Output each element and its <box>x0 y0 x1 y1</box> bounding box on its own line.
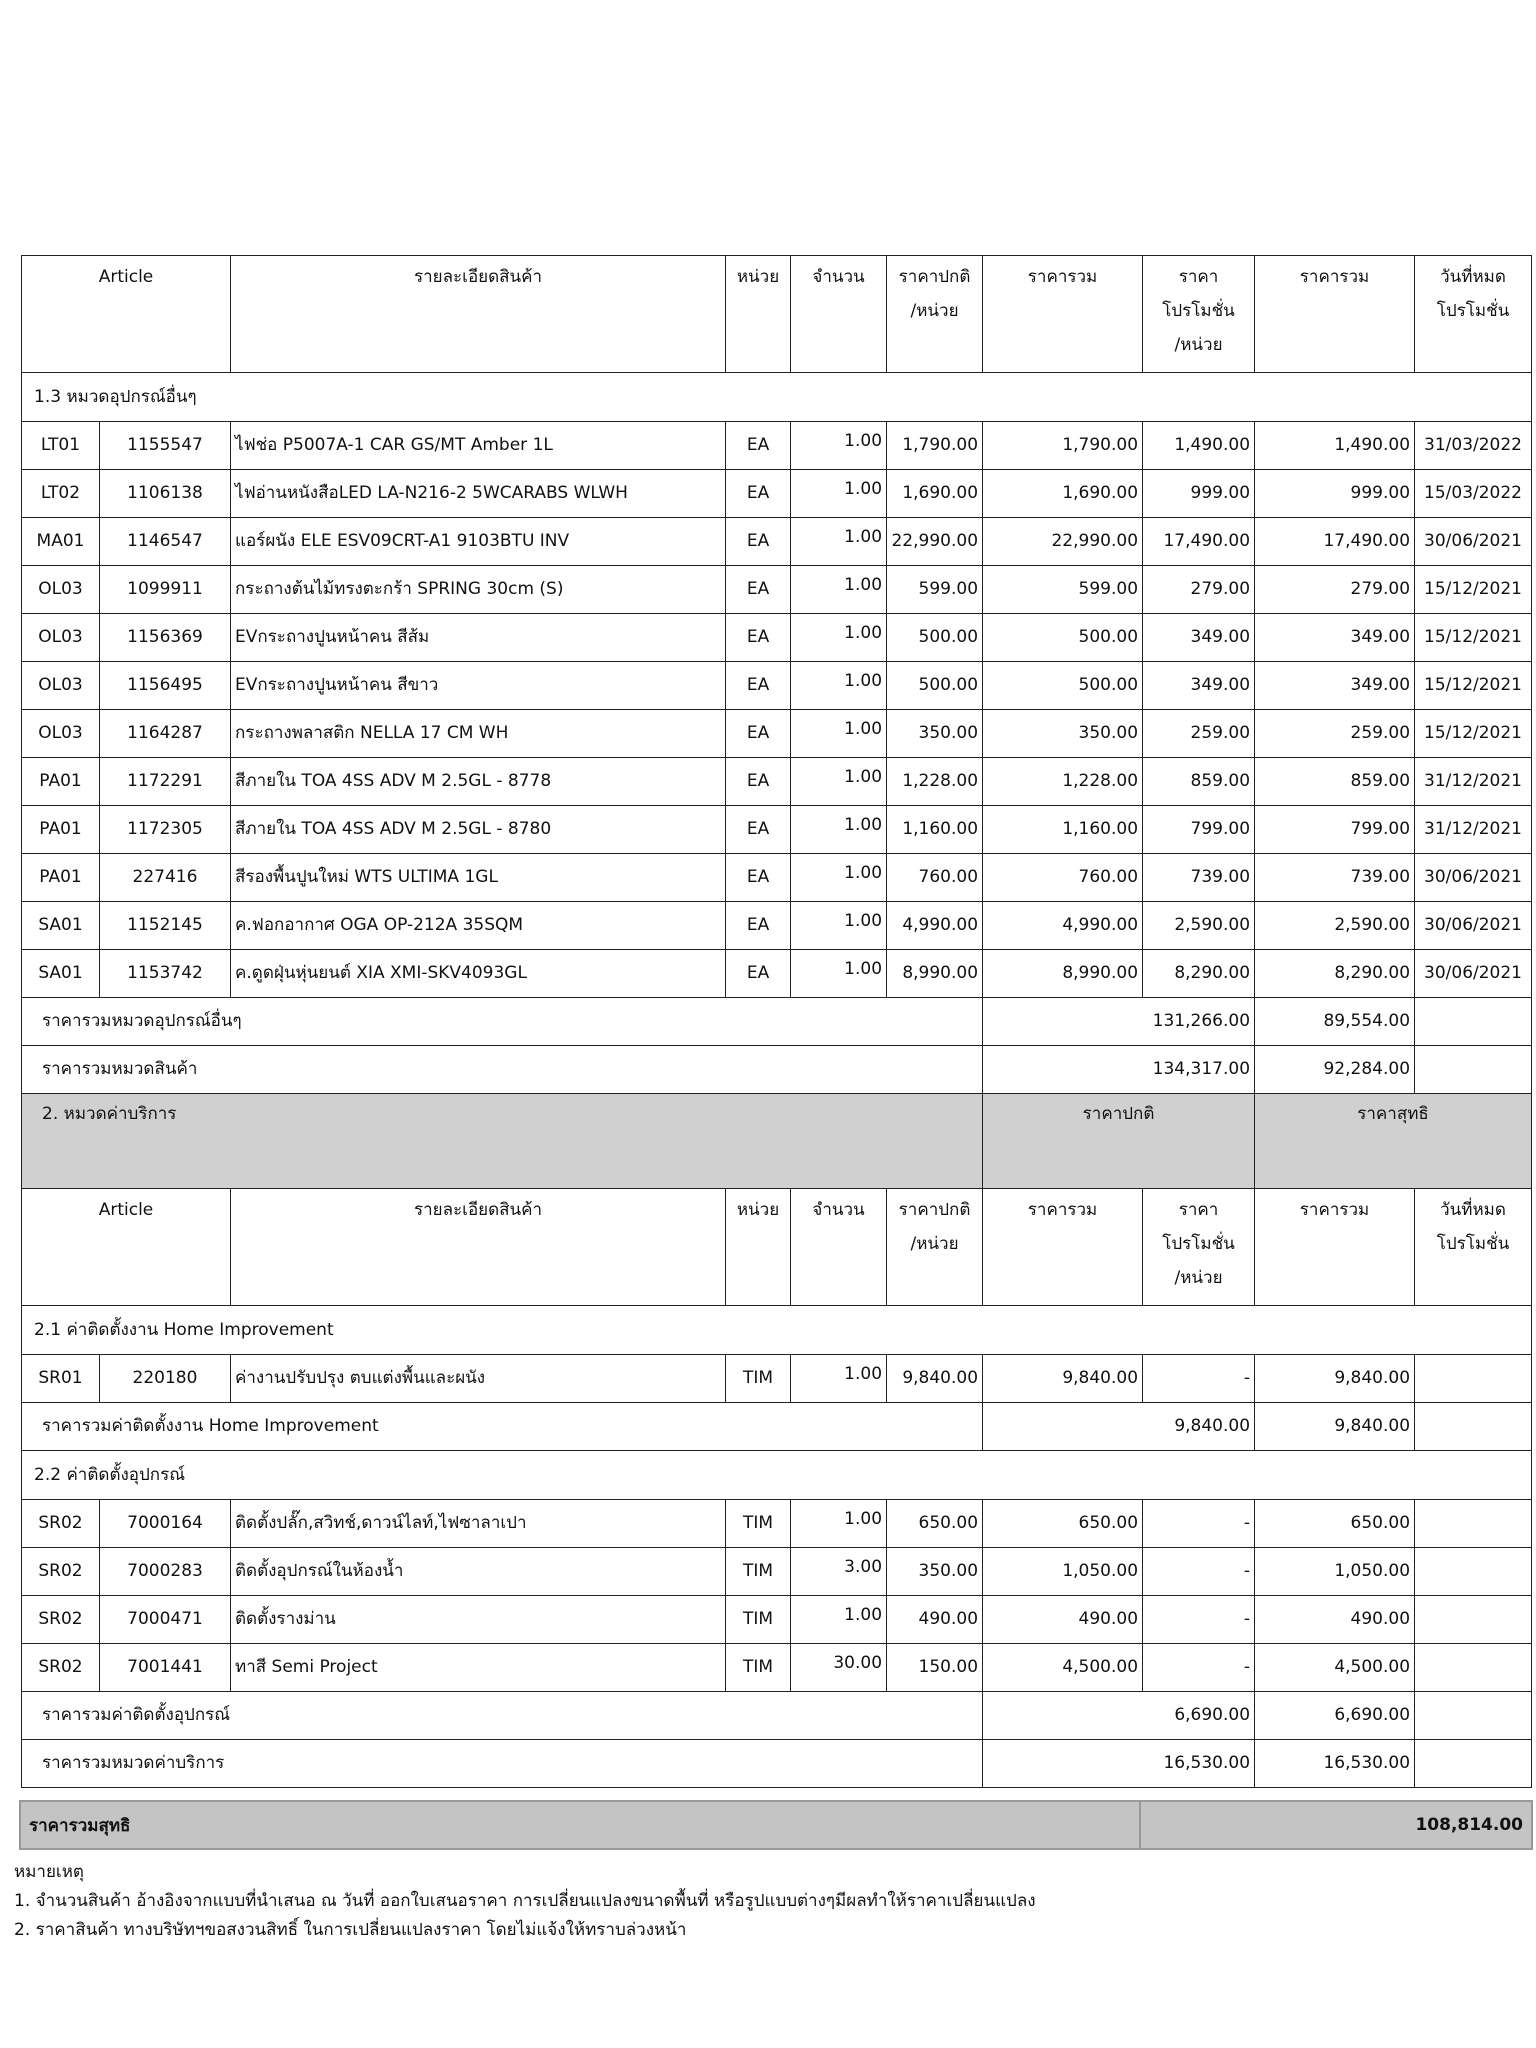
header-promo-price: ราคา โปรโมชั่น /หน่วย <box>1143 256 1255 373</box>
item-code: PA01 <box>22 854 100 902</box>
item-article: 1106138 <box>100 470 231 518</box>
products-total-normal: 134,317.00 <box>983 1046 1255 1094</box>
item-qty: 1.00 <box>791 902 887 950</box>
item-unit: EA <box>726 950 791 998</box>
item-promo-price: - <box>1143 1500 1255 1548</box>
item-unit: TIM <box>726 1596 791 1644</box>
item-code: OL03 <box>22 662 100 710</box>
header-description: รายละเอียดสินค้า <box>231 256 726 373</box>
item-promo-total: 490.00 <box>1255 1596 1415 1644</box>
item-article: 1152145 <box>100 902 231 950</box>
item-description: สีภายใน TOA 4SS ADV M 2.5GL - 8780 <box>231 806 726 854</box>
item-description: ค.ฟอกอากาศ OGA OP-212A 35SQM <box>231 902 726 950</box>
item-unit: EA <box>726 806 791 854</box>
item-unit: EA <box>726 470 791 518</box>
item-promo-price: 8,290.00 <box>1143 950 1255 998</box>
item-promo-price: 859.00 <box>1143 758 1255 806</box>
item-total: 1,790.00 <box>983 422 1143 470</box>
item-normal-price: 599.00 <box>887 566 983 614</box>
item-unit: EA <box>726 614 791 662</box>
item-qty: 1.00 <box>791 806 887 854</box>
item-unit: TIM <box>726 1355 791 1403</box>
item-promo-end: 31/03/2022 <box>1415 422 1532 470</box>
item-description: ค่างานปรับปรุง ตบแต่งพื้นและผนัง <box>231 1355 726 1403</box>
section-title-row <box>22 1451 1532 1500</box>
item-description: แอร์ผนัง ELE ESV09CRT-A1 9103BTU INV <box>231 518 726 566</box>
item-promo-end: 15/12/2021 <box>1415 566 1532 614</box>
item-qty: 1.00 <box>791 1500 887 1548</box>
item-promo-price: 349.00 <box>1143 614 1255 662</box>
header-promo-price: ราคา โปรโมชั่น /หน่วย <box>1143 1189 1255 1306</box>
table-row <box>22 566 1532 614</box>
item-normal-price: 1,790.00 <box>887 422 983 470</box>
services-total-normal: 16,530.00 <box>983 1740 1255 1788</box>
section-title: 2.2 ค่าติดตั้งอุปกรณ์ <box>22 1451 1532 1500</box>
item-qty: 1.00 <box>791 566 887 614</box>
header-normal-price: ราคาปกติ /หน่วย <box>887 256 983 373</box>
item-description: สีภายใน TOA 4SS ADV M 2.5GL - 8778 <box>231 758 726 806</box>
item-normal-price: 490.00 <box>887 1596 983 1644</box>
item-total: 9,840.00 <box>983 1355 1143 1403</box>
item-promo-total: 17,490.00 <box>1255 518 1415 566</box>
header-qty: จำนวน <box>791 256 887 373</box>
item-qty: 1.00 <box>791 710 887 758</box>
item-article: 7000471 <box>100 1596 231 1644</box>
grand-total-label: ราคารวมสุทธิ <box>20 1801 1140 1849</box>
header-total: ราคารวม <box>983 256 1143 373</box>
header-description: รายละเอียดสินค้า <box>231 1189 726 1306</box>
item-normal-price: 1,228.00 <box>887 758 983 806</box>
item-normal-price: 1,160.00 <box>887 806 983 854</box>
subtotal-normal: 9,840.00 <box>983 1403 1255 1451</box>
table-row <box>22 662 1532 710</box>
service-header-title: 2. หมวดค่าบริการ <box>22 1094 983 1189</box>
item-description: กระถางต้นไม้ทรงตะกร้า SPRING 30cm (S) <box>231 566 726 614</box>
table-row <box>22 710 1532 758</box>
item-total: 1,050.00 <box>983 1548 1143 1596</box>
item-promo-price: 259.00 <box>1143 710 1255 758</box>
header-row <box>22 256 1532 373</box>
item-code: PA01 <box>22 806 100 854</box>
item-promo-price: 279.00 <box>1143 566 1255 614</box>
item-qty: 1.00 <box>791 1355 887 1403</box>
item-code: MA01 <box>22 518 100 566</box>
item-article: 1153742 <box>100 950 231 998</box>
item-article: 7000283 <box>100 1548 231 1596</box>
table-row <box>22 422 1532 470</box>
item-normal-price: 4,990.00 <box>887 902 983 950</box>
item-promo-total: 9,840.00 <box>1255 1355 1415 1403</box>
item-total: 1,228.00 <box>983 758 1143 806</box>
item-description: ไฟอ่านหนังสือLED LA-N216-2 5WCARABS WLWH <box>231 470 726 518</box>
table-row <box>22 806 1532 854</box>
services-total-promo: 16,530.00 <box>1255 1740 1415 1788</box>
item-promo-end: 15/12/2021 <box>1415 614 1532 662</box>
item-qty: 30.00 <box>791 1644 887 1692</box>
item-promo-total: 349.00 <box>1255 614 1415 662</box>
subtotal-normal: 6,690.00 <box>983 1692 1255 1740</box>
item-promo-end: 30/06/2021 <box>1415 854 1532 902</box>
item-promo-end: 15/03/2022 <box>1415 470 1532 518</box>
item-code: LT02 <box>22 470 100 518</box>
item-normal-price: 22,990.00 <box>887 518 983 566</box>
item-total: 22,990.00 <box>983 518 1143 566</box>
table-row <box>22 1500 1532 1548</box>
item-code: SA01 <box>22 950 100 998</box>
item-promo-end <box>1415 1548 1532 1596</box>
item-promo-end <box>1415 1596 1532 1644</box>
item-qty: 1.00 <box>791 1596 887 1644</box>
item-code: SA01 <box>22 902 100 950</box>
header-promo-end: วันที่หมด โปรโมชั่น <box>1415 1189 1532 1306</box>
item-promo-total: 1,050.00 <box>1255 1548 1415 1596</box>
item-total: 599.00 <box>983 566 1143 614</box>
item-total: 500.00 <box>983 614 1143 662</box>
item-article: 1099911 <box>100 566 231 614</box>
table-row <box>22 1596 1532 1644</box>
note-1: 1. จำนวนสินค้า อ้างอิงจากแบบที่นำเสนอ ณ วันที่ ออกใบเสนอราคา การเปลี่ยนแปลงขนาดพื้นที่ หรือรูปแบบต่างๆมีผลทำให้ราคาเปลี่ยนแปลง <box>14 1891 1036 1911</box>
item-description: ติดตั้งรางม่าน <box>231 1596 726 1644</box>
subtotal-label: ราคารวมค่าติดตั้งอุปกรณ์ <box>22 1692 983 1740</box>
item-article: 227416 <box>100 854 231 902</box>
item-description: สีรองพื้นปูนใหม่ WTS ULTIMA 1GL <box>231 854 726 902</box>
item-code: OL03 <box>22 710 100 758</box>
item-promo-total: 259.00 <box>1255 710 1415 758</box>
table-row <box>22 758 1532 806</box>
table-row <box>22 1355 1532 1403</box>
item-total: 1,690.00 <box>983 470 1143 518</box>
notes <box>14 1858 1036 1945</box>
item-total: 1,160.00 <box>983 806 1143 854</box>
item-article: 7001441 <box>100 1644 231 1692</box>
item-promo-total: 2,590.00 <box>1255 902 1415 950</box>
item-article: 1156495 <box>100 662 231 710</box>
grand-total-bar <box>19 1800 1533 1850</box>
item-unit: EA <box>726 566 791 614</box>
section-title-row <box>22 373 1532 422</box>
item-description: กระถางพลาสติก NELLA 17 CM WH <box>231 710 726 758</box>
item-promo-price: 999.00 <box>1143 470 1255 518</box>
item-normal-price: 350.00 <box>887 710 983 758</box>
table-row <box>22 950 1532 998</box>
item-code: SR02 <box>22 1596 100 1644</box>
item-promo-end: 15/12/2021 <box>1415 662 1532 710</box>
table-row <box>22 1644 1532 1692</box>
header-promo-total: ราคารวม <box>1255 1189 1415 1306</box>
subtotal-label: ราคารวมค่าติดตั้งงาน Home Improvement <box>22 1403 983 1451</box>
service-header-row <box>22 1094 1532 1189</box>
item-code: SR02 <box>22 1500 100 1548</box>
quotation-table <box>21 255 1532 1788</box>
services-total-label: ราคารวมหมวดค่าบริการ <box>22 1740 983 1788</box>
subtotal-row <box>22 1692 1532 1740</box>
products-total-label: ราคารวมหมวดสินค้า <box>22 1046 983 1094</box>
item-qty: 1.00 <box>791 758 887 806</box>
item-promo-price: 1,490.00 <box>1143 422 1255 470</box>
item-article: 1172291 <box>100 758 231 806</box>
item-unit: EA <box>726 710 791 758</box>
services-total-row <box>22 1740 1532 1788</box>
item-unit: EA <box>726 854 791 902</box>
item-code: OL03 <box>22 566 100 614</box>
item-qty: 3.00 <box>791 1548 887 1596</box>
item-normal-price: 500.00 <box>887 614 983 662</box>
item-total: 650.00 <box>983 1500 1143 1548</box>
item-code: OL03 <box>22 614 100 662</box>
item-normal-price: 350.00 <box>887 1548 983 1596</box>
service-header-net: ราคาสุทธิ <box>1255 1094 1532 1189</box>
item-code: SR01 <box>22 1355 100 1403</box>
item-promo-total: 739.00 <box>1255 854 1415 902</box>
item-promo-price: 2,590.00 <box>1143 902 1255 950</box>
item-promo-end: 15/12/2021 <box>1415 710 1532 758</box>
item-unit: EA <box>726 758 791 806</box>
subtotal-promo: 9,840.00 <box>1255 1403 1415 1451</box>
item-description: EVกระถางปูนหน้าคน สีส้ม <box>231 614 726 662</box>
item-total: 8,990.00 <box>983 950 1143 998</box>
item-promo-total: 4,500.00 <box>1255 1644 1415 1692</box>
section-title-row <box>22 1306 1532 1355</box>
item-qty: 1.00 <box>791 422 887 470</box>
item-promo-price: - <box>1143 1596 1255 1644</box>
table-row <box>22 902 1532 950</box>
item-promo-total: 279.00 <box>1255 566 1415 614</box>
item-promo-price: 17,490.00 <box>1143 518 1255 566</box>
item-unit: EA <box>726 902 791 950</box>
item-promo-price: - <box>1143 1355 1255 1403</box>
item-promo-end <box>1415 1644 1532 1692</box>
item-description: ไฟช่อ P5007A-1 CAR GS/MT Amber 1L <box>231 422 726 470</box>
table-row <box>22 518 1532 566</box>
item-qty: 1.00 <box>791 950 887 998</box>
item-total: 500.00 <box>983 662 1143 710</box>
header-total: ราคารวม <box>983 1189 1143 1306</box>
header-unit: หน่วย <box>726 1189 791 1306</box>
item-total: 4,500.00 <box>983 1644 1143 1692</box>
section-title: 1.3 หมวดอุปกรณ์อื่นๆ <box>22 373 1532 422</box>
item-code: SR02 <box>22 1548 100 1596</box>
item-promo-total: 349.00 <box>1255 662 1415 710</box>
header-qty: จำนวน <box>791 1189 887 1306</box>
item-promo-end <box>1415 1355 1532 1403</box>
subtotal-normal: 131,266.00 <box>983 998 1255 1046</box>
products-total-promo: 92,284.00 <box>1255 1046 1415 1094</box>
item-promo-price: 739.00 <box>1143 854 1255 902</box>
item-total: 490.00 <box>983 1596 1143 1644</box>
item-article: 1146547 <box>100 518 231 566</box>
item-total: 4,990.00 <box>983 902 1143 950</box>
header-normal-price: ราคาปกติ /หน่วย <box>887 1189 983 1306</box>
item-article: 7000164 <box>100 1500 231 1548</box>
item-normal-price: 150.00 <box>887 1644 983 1692</box>
item-description: EVกระถางปูนหน้าคน สีขาว <box>231 662 726 710</box>
notes-title: หมายเหตุ <box>14 1862 84 1882</box>
item-promo-price: 799.00 <box>1143 806 1255 854</box>
item-promo-total: 650.00 <box>1255 1500 1415 1548</box>
item-code: PA01 <box>22 758 100 806</box>
item-article: 1155547 <box>100 422 231 470</box>
item-promo-end: 30/06/2021 <box>1415 950 1532 998</box>
table-row <box>22 470 1532 518</box>
item-normal-price: 500.00 <box>887 662 983 710</box>
header-unit: หน่วย <box>726 256 791 373</box>
header-promo-end: วันที่หมด โปรโมชั่น <box>1415 256 1532 373</box>
item-article: 1164287 <box>100 710 231 758</box>
subtotal-row <box>22 1403 1532 1451</box>
item-article: 1172305 <box>100 806 231 854</box>
item-total: 350.00 <box>983 710 1143 758</box>
item-qty: 1.00 <box>791 662 887 710</box>
subtotal-label: ราคารวมหมวดอุปกรณ์อื่นๆ <box>22 998 983 1046</box>
subtotal-promo: 89,554.00 <box>1255 998 1415 1046</box>
item-article: 220180 <box>100 1355 231 1403</box>
item-unit: EA <box>726 518 791 566</box>
item-description: ติดตั้งอุปกรณ์ในห้องน้ำ <box>231 1548 726 1596</box>
item-code: LT01 <box>22 422 100 470</box>
item-promo-end: 31/12/2021 <box>1415 758 1532 806</box>
header-promo-total: ราคารวม <box>1255 256 1415 373</box>
item-qty: 1.00 <box>791 518 887 566</box>
item-qty: 1.00 <box>791 854 887 902</box>
item-normal-price: 9,840.00 <box>887 1355 983 1403</box>
item-normal-price: 650.00 <box>887 1500 983 1548</box>
item-total: 760.00 <box>983 854 1143 902</box>
section-title: 2.1 ค่าติดตั้งงาน Home Improvement <box>22 1306 1532 1355</box>
item-article: 1156369 <box>100 614 231 662</box>
item-unit: TIM <box>726 1500 791 1548</box>
header-article: Article <box>22 1189 231 1306</box>
item-promo-price: 349.00 <box>1143 662 1255 710</box>
note-2: 2. ราคาสินค้า ทางบริษัทฯขอสงวนสิทธิ์ ในการเปลี่ยนแปลงราคา โดยไม่แจ้งให้ทราบล่วงหน้า <box>14 1920 687 1940</box>
service-header-normal: ราคาปกติ <box>983 1094 1255 1189</box>
table-row <box>22 1548 1532 1596</box>
item-unit: EA <box>726 662 791 710</box>
item-unit: TIM <box>726 1644 791 1692</box>
item-promo-end: 31/12/2021 <box>1415 806 1532 854</box>
item-promo-total: 999.00 <box>1255 470 1415 518</box>
grand-total-value: 108,814.00 <box>1140 1801 1532 1849</box>
item-normal-price: 8,990.00 <box>887 950 983 998</box>
item-description: ค.ดูดฝุ่นหุ่นยนต์ XIA XMI-SKV4093GL <box>231 950 726 998</box>
item-description: ติดตั้งปลั๊ก,สวิทช์,ดาวน์ไลท์,ไฟซาลาเปา <box>231 1500 726 1548</box>
products-total-row <box>22 1046 1532 1094</box>
header-row-2 <box>22 1189 1532 1306</box>
item-normal-price: 1,690.00 <box>887 470 983 518</box>
item-code: SR02 <box>22 1644 100 1692</box>
table-row <box>22 614 1532 662</box>
item-promo-total: 8,290.00 <box>1255 950 1415 998</box>
subtotal-row <box>22 998 1532 1046</box>
item-normal-price: 760.00 <box>887 854 983 902</box>
item-promo-end: 30/06/2021 <box>1415 902 1532 950</box>
header-article: Article <box>22 256 231 373</box>
item-qty: 1.00 <box>791 614 887 662</box>
item-unit: EA <box>726 422 791 470</box>
item-description: ทาสี Semi Project <box>231 1644 726 1692</box>
item-promo-end: 30/06/2021 <box>1415 518 1532 566</box>
item-unit: TIM <box>726 1548 791 1596</box>
table-row <box>22 854 1532 902</box>
item-promo-price: - <box>1143 1644 1255 1692</box>
item-promo-price: - <box>1143 1548 1255 1596</box>
item-promo-total: 1,490.00 <box>1255 422 1415 470</box>
item-qty: 1.00 <box>791 470 887 518</box>
item-promo-total: 859.00 <box>1255 758 1415 806</box>
item-promo-end <box>1415 1500 1532 1548</box>
item-promo-total: 799.00 <box>1255 806 1415 854</box>
subtotal-promo: 6,690.00 <box>1255 1692 1415 1740</box>
